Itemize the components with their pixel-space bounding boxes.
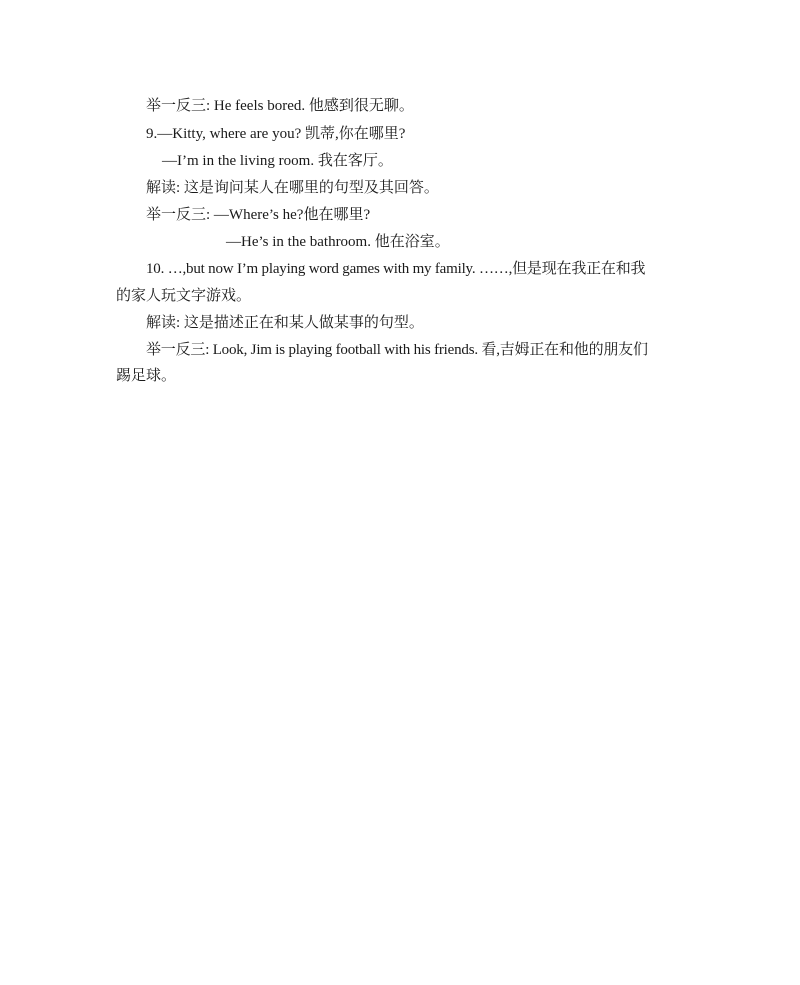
item-10-sentence: 10. …,but now I’m playing word games with my family. ……,但是现在我正在和我 xyxy=(146,261,646,277)
item-9-example-answer: —He’s in the bathroom. 他在浴室。 xyxy=(226,234,450,250)
item-9-question: 9.—Kitty, where are you? 凯蒂,你在哪里? xyxy=(146,126,406,142)
item-9-explanation: 解读: 这是询问某人在哪里的句型及其回答。 xyxy=(146,180,439,196)
item-10-example: 举一反三: Look, Jim is playing football with his friends. 看,吉姆正在和他的朋友们 xyxy=(146,342,648,358)
item-10-example-continued: 踢足球。 xyxy=(116,368,177,384)
item-9-example-question: 举一反三: —Where’s he?他在哪里? xyxy=(146,207,371,223)
item-9-answer: —I’m in the living room. 我在客厅。 xyxy=(162,153,393,169)
example-he-feels-bored: 举一反三: He feels bored. 他感到很无聊。 xyxy=(146,98,414,114)
item-10-explanation: 解读: 这是描述正在和某人做某事的句型。 xyxy=(146,315,424,331)
item-10-sentence-continued: 的家人玩文字游戏。 xyxy=(116,288,252,304)
